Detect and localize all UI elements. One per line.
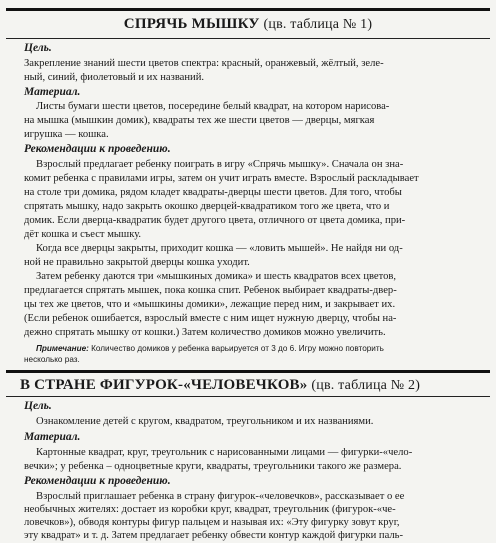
section1-rec-line: комит ребенка с правилами игры, затем он учит играть вместе. Взрослый раскладывает [24, 173, 419, 184]
section1-rec-line: на столе три домика, рядом кладет квадраты-дверцы шести цветов. Для того, чтобы [24, 187, 402, 198]
section2-rec-line: необычных жителях: достает из коробки круг, квадрат, треугольник (фигурок-«че- [24, 504, 396, 515]
section2-title [20, 377, 496, 394]
section2-material-line: вечки»; у ребенка – одноцветные круги, квадраты, треугольники такого же размера. [24, 461, 402, 472]
section1-title-text: СПРЯЧЬ МЫШКУ [123, 16, 260, 32]
section1-rec-line: (Если ребенок ошибается, взрослый вместе с ним ищет нужную дверцу, чтобы на- [24, 313, 397, 324]
section2-goal-heading: Цель. [24, 400, 52, 412]
section1-rec-line: дёт кошка и съест мышку. [24, 229, 142, 240]
section1-rule [6, 38, 490, 39]
section2-rule [6, 396, 490, 397]
section1-material-line: на мышка (мышкин домик), квадраты тех же шести цветов — дверцы, мягкая [24, 115, 375, 126]
section2-material-line: Картонные квадрат, круг, треугольник с нарисованными лицами — фигурки-«чело- [36, 447, 413, 458]
note-label: Примечание: [36, 344, 89, 353]
section1-rec-line: предлагается спрятать мышек, пока кошка спит. Ребенок выбирает квадраты-двер- [24, 285, 397, 296]
section2-goal-line: Ознакомление детей с кругом, квадратом, треугольником и их названиями. [36, 416, 374, 427]
section2-top-rule [6, 370, 490, 373]
note-line: Количество домиков у ребенка варьируется от 3 до 6. Игру можно повторить [91, 344, 384, 353]
section1-goal-line: ный, синий, фиолетовый и их названий. [24, 72, 205, 83]
section1-goal-line: Закрепление знаний шести цветов спектра: красный, оранжевый, жёлтый, зеле- [24, 58, 384, 69]
section2-rec-line: Взрослый приглашает ребенка в страну фигурок-«человечков», рассказывает о ее [36, 491, 405, 502]
section1-rec-line: ной не правильно закрытой дверцы кошка уходит. [24, 257, 250, 268]
section1-rec-line: Затем ребенку даются три «мышкиных домика» и шесть квадратов всех цветов, [36, 271, 397, 282]
section2-material-heading: Материал. [24, 431, 81, 443]
section1-material-line: игрушка — кошка. [24, 129, 109, 140]
section1-note [36, 343, 480, 354]
section2-title-text: В СТРАНЕ ФИГУРОК-«ЧЕЛОВЕЧКОВ» [20, 377, 308, 393]
section1-rec-line: домик. Если дверца-квадратик будет другого цвета, отличного от цвета домика, при- [24, 215, 406, 226]
section1-note-line: несколько раз. [24, 355, 80, 364]
section1-goal-heading: Цель. [24, 42, 52, 54]
section1-rec-heading: Рекомендации к проведению. [24, 143, 171, 155]
section2-table-ref: (цв. таблица № 2) [311, 378, 421, 393]
section1-material-heading: Материал. [24, 86, 81, 98]
section1-title [0, 16, 496, 33]
section2-rec-line: ловечков»), обводя контуры фигур пальцем и называя их: «Эту фигурку зовут круг, [24, 517, 400, 528]
section1-rec-line: Взрослый предлагает ребенку поиграть в игру «Спрячь мышку». Сначала он зна- [36, 159, 404, 170]
section1-rec-line: спрятать мышку, надо закрыть окошко дверцей-квадратиком того же цвета, что и [24, 201, 390, 212]
top-rule [6, 8, 490, 11]
section1-rec-line: Когда все дверцы закрыты, приходит кошка — «ловить мышей». Не найдя ни од- [36, 243, 403, 254]
section1-rec-line: дежно спрятать мышку от кошки.) Затем количество домиков можно увеличить. [24, 327, 386, 338]
section1-material-line: Листы бумаги шести цветов, посередине белый квадрат, на котором нарисова- [36, 101, 390, 112]
section1-rec-line: цы тех же цветов, что и «мышкины домики», лежащие перед ним, и закрывает их. [24, 299, 396, 310]
section1-table-ref: (цв. таблица № 1) [263, 17, 373, 32]
section2-rec-line: эту квадрат» и т. д. Затем предлагает ребенку обвести контур каждой фигурки паль- [24, 530, 404, 541]
section2-rec-heading: Рекомендации к проведению. [24, 475, 171, 487]
